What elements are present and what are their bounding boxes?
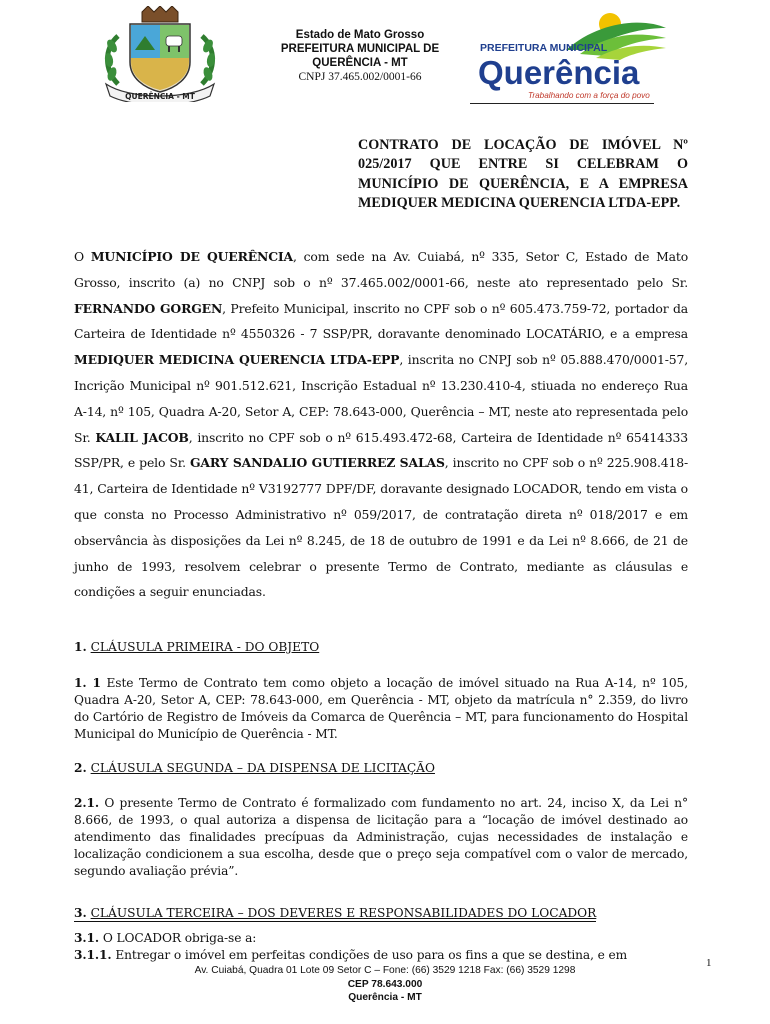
party-empresa: MEDIQUER MEDICINA QUERENCIA LTDA-EPP: [74, 352, 400, 368]
brand-top-text: PREFEITURA MUNICIPAL: [480, 42, 608, 54]
clause-1-heading: 1. CLÁUSULA PRIMEIRA - DO OBJETO: [74, 640, 320, 654]
municipal-crest-logo: [100, 6, 220, 102]
page-footer: [150, 964, 620, 1005]
party-representante-1: KALIL JACOB: [95, 429, 189, 445]
intro-paragraph: O MUNICÍPIO DE QUERÊNCIA, com sede na Av. Cuiabá, nº 335, Setor C, Estado de Mato Grosso, inscrito (a) no CNPJ sob o nº 37.465.002/0001-66, neste ato representado pelo Sr. FERNANDO GORGEN, Prefeito Municipal, inscrito no CPF sob o nº 605.473.759-72, portador da Carteira de Identidade nº 4550326 - 7 SSP/PR, doravante denominado LOCATÁRIO, e a empresa MEDIQUER MEDICINA QUERENCIA LTDA-EPP, inscrita no CNPJ sob nº 05.888.470/0001-57, Incrição Municipal nº 901.512.621, Inscrição Estadual nº 13.230.410-4, stiuada no endereço Rua A-14, nº 105, Quadra A-20, Setor A, CEP: 78.643-000, Querência – MT, neste ato representada pelo Sr. KALIL JACOB, inscrito no CPF sob o nº 615.493.472-68, Carteira de Identidade nº 65414333 SSP/PR, e pelo Sr. GARY SANDALIO GUTIERREZ SALAS, inscrito no CPF sob o nº 225.908.418-41, Carteira de Identidade nº V3192777 DPF/DF, doravante designado LOCADOR, tendo em vista o que consta no Processo Administrativo nº 059/2017, de contratação direta nº 018/2017 e em observância às disposições da Lei nº 8.245, de 18 de outubro de 1991 e da Lei nº 8.666, de 21 de junho de 1993, resolvem celebrar o presente Termo de Contrato, mediante as cláusulas e condições a seguir enunciadas.: [74, 249, 689, 600]
header-city: QUERÊNCIA - MT: [312, 57, 408, 69]
header-state: Estado de Mato Grosso: [295, 29, 425, 41]
clause-3-1-1-text: 3.1.1. Entregar o imóvel em perfeitas condições de uso para os fins a que se destina, e em: [74, 948, 628, 962]
clause-2-1-text: 2.1. O presente Termo de Contrato é formalizado com fundamento no art. 24, inciso X, da Lei n° 8.666, de 1993, o qual autoriza a dispensa de licitação para a “locação de imóvel destinado ao atendimento das finalidades precípuas da Administração, cujas necessidades de instalação e localização condicionem a sua escolha, desde que o preço seja compatível com o valor de mercado, segundo avaliação prévia”.: [74, 796, 688, 878]
footer-cep: CEP 78.643.000: [347, 978, 423, 990]
party-prefeito: FERNANDO GORGEN: [74, 300, 223, 316]
header-institution: [255, 28, 465, 84]
party-representante-2: GARY SANDALIO GUTIERREZ SALAS: [190, 455, 445, 471]
header-divider: [470, 103, 654, 104]
footer-address: Av. Cuiabá, Quadra 01 Lote 09 Setor C – Fone: (66) 3529 1218 Fax: (66) 3529 1298: [194, 965, 576, 976]
clause-1-1-text: 1. 1 Este Termo de Contrato tem como objeto a locação de imóvel situado na Rua A-14, nº 105, Quadra A-20, Setor A, CEP: 78.643-000, em Querência - MT, objeto da matrícula n° 2.359, do livro do Cartório de Registro de Imóveis da Comarca de Querência – MT, para funcionamento do Hospital Municipal do Município de Querência - MT.: [74, 676, 688, 741]
prefeitura-querencia-logo: [470, 10, 670, 105]
header-prefeitura: PREFEITURA MUNICIPAL DE: [280, 43, 440, 55]
clause-2-heading: 2. CLÁUSULA SEGUNDA – DA DISPENSA DE LICITAÇÃO: [74, 761, 435, 775]
page-number: 1: [706, 957, 712, 969]
brand-slogan-text: Trabalhando com a força do povo: [528, 91, 650, 100]
footer-city: Querência - MT: [348, 992, 422, 1003]
clause-3-1-text: 3.1. O LOCADOR obriga-se a:: [74, 931, 257, 945]
crest-ribbon-text: QUERÊNCIA - MT: [125, 92, 195, 101]
header-cnpj: CNPJ 37.465.002/0001-66: [298, 71, 422, 83]
contract-title: CONTRATO DE LOCAÇÃO DE IMÓVEL Nº 025/2017 QUE ENTRE SI CELEBRAM O MUNICÍPIO DE QUERÊNCIA, E A EMPRESA MEDIQUER MEDICINA QUERENCIA LTDA-EPP.: [358, 137, 688, 212]
brand-name-text: Querência: [478, 54, 640, 91]
party-municipio: MUNICÍPIO DE QUERÊNCIA: [90, 249, 294, 264]
clause-3-heading: 3. CLÁUSULA TERCEIRA – DOS DEVERES E RESPONSABILIDADES DO LOCADOR: [74, 906, 597, 920]
